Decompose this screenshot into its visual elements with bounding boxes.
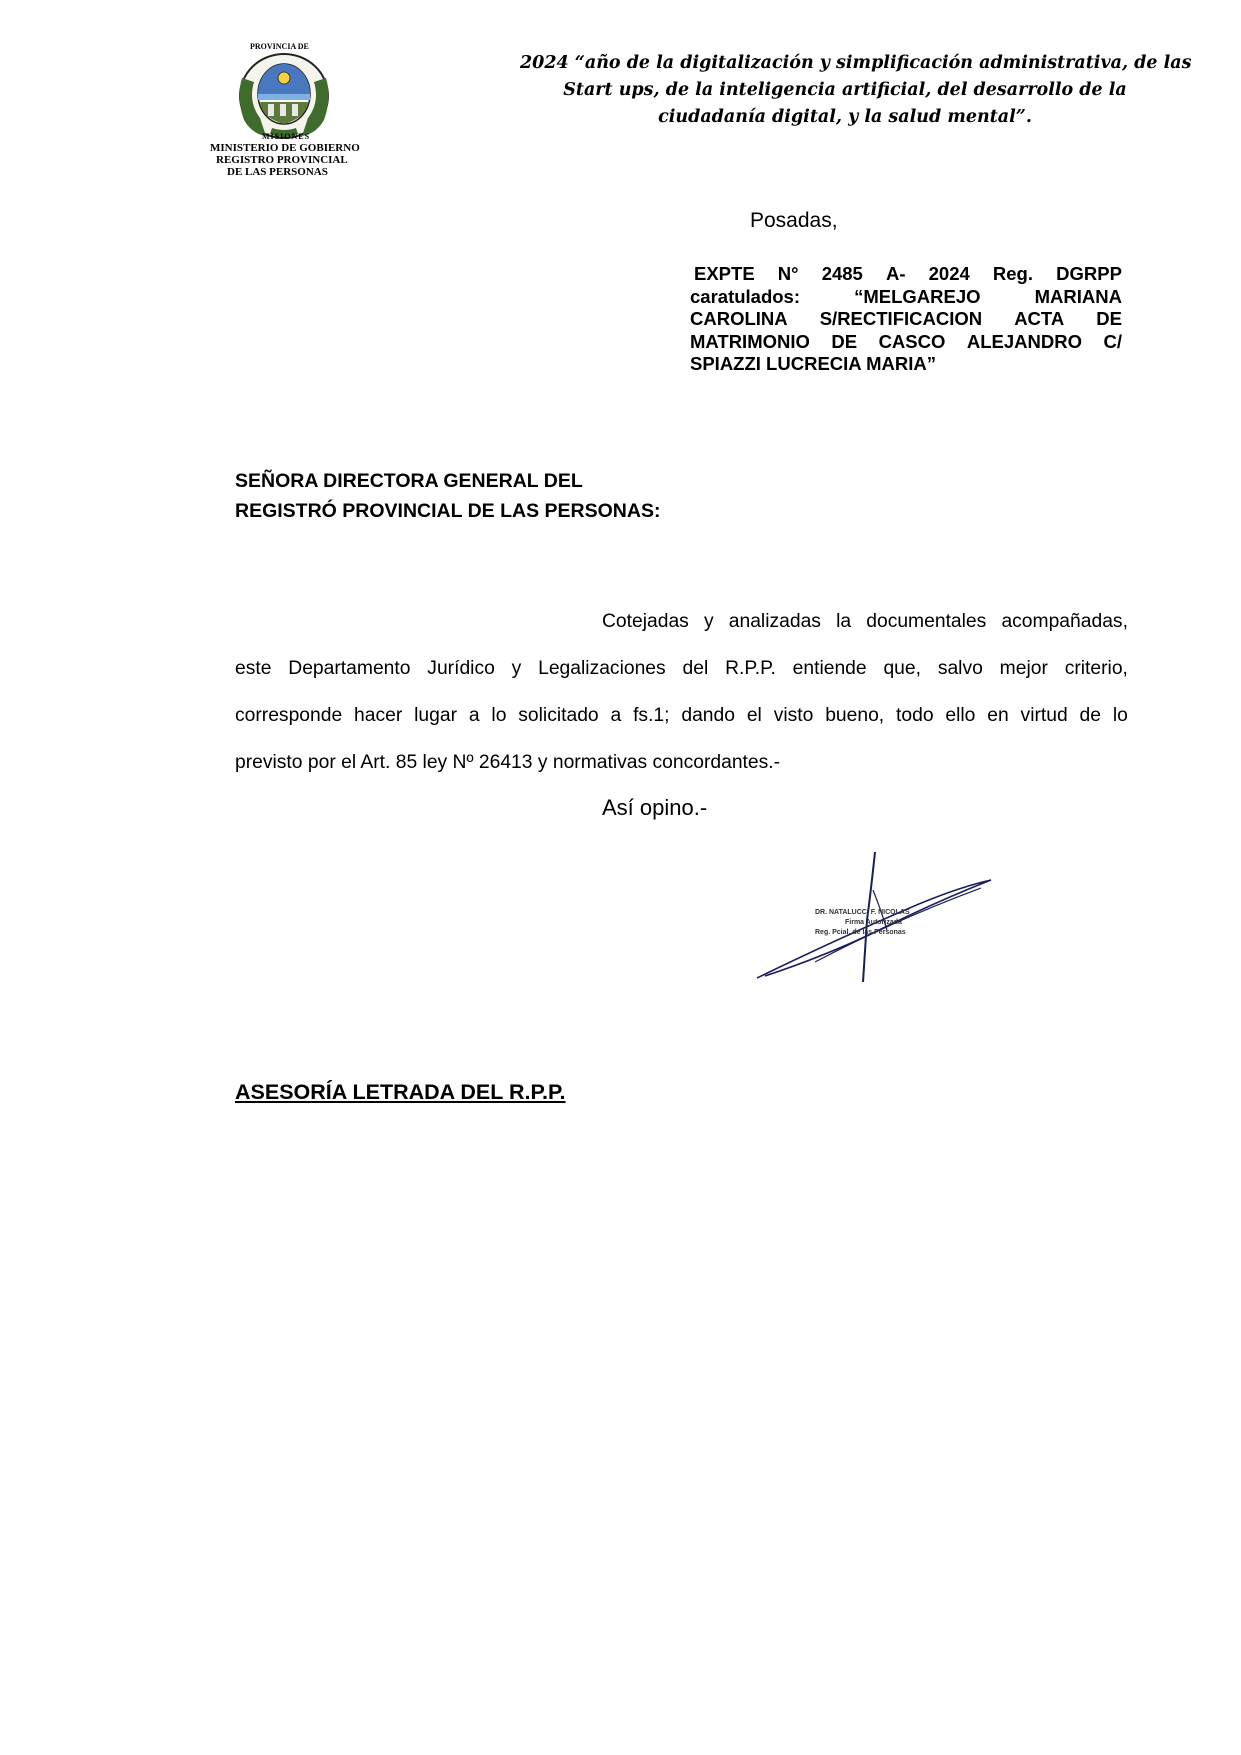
case-line-5: SPIAZZI LUCRECIA MARIA” [690, 353, 936, 375]
body-word: corresponde [235, 705, 343, 726]
org-line-2: REGISTRO PROVINCIAL [216, 154, 348, 166]
seal-text-top-label: PROVINCIA DE [250, 42, 309, 51]
addressee-line-2: REGISTRÓ PROVINCIAL DE LAS PERSONAS: [235, 500, 661, 522]
body-word: lo [1112, 705, 1128, 726]
case-word: DGRPP [1056, 263, 1122, 284]
case-word: MATRIMONIO [690, 330, 810, 352]
case-word: 2024 [928, 263, 970, 284]
motto-line-1: 2024 “año de la digitalización y simplificación administrativa, de las [520, 53, 1192, 73]
case-word: DE [831, 330, 858, 352]
body-word: Cotejadas [602, 611, 689, 632]
body-word: solicitado [518, 705, 599, 726]
body-word: ello [945, 705, 976, 726]
motto-line-3: ciudadanía digital, y la salud mental”. [658, 107, 1032, 127]
body-word: bueno, [825, 705, 885, 726]
body-word: a [468, 705, 480, 726]
body-word: Departamento [288, 658, 411, 679]
case-word: ACTA [1014, 308, 1065, 330]
body-word: analizadas [728, 611, 821, 632]
body-word: criterio, [1064, 658, 1128, 679]
body-word: documentales [866, 611, 987, 632]
body-word: visto [773, 705, 814, 726]
body-word: salvo [937, 658, 983, 679]
case-word: CAROLINA [690, 308, 788, 330]
body-word: la [836, 611, 852, 632]
body-word: lo [491, 705, 507, 726]
body-word: todo [896, 705, 934, 726]
body-word: de [1079, 705, 1101, 726]
body-line-2 [235, 645, 1128, 692]
case-word: “MELGAREJO [854, 285, 981, 307]
case-word: N° [777, 263, 799, 284]
signature-stamp [815, 908, 910, 938]
org-line-1: MINISTERIO DE GOBIERNO [210, 142, 360, 154]
case-word: S/RECTIFICACION [819, 308, 983, 330]
case-line-4 [690, 331, 1122, 354]
body-word: lugar [414, 705, 457, 726]
case-line-1 [690, 263, 1122, 286]
case-word: EXPTE [694, 263, 755, 284]
body-line-3 [235, 692, 1128, 739]
body-word: y [511, 658, 522, 679]
case-word: CASCO [878, 330, 946, 352]
body-word: entiende [792, 658, 867, 679]
body-paragraph [235, 598, 1128, 786]
org-line-3: DE LAS PERSONAS [227, 166, 328, 178]
body-word: Legalizaciones [538, 658, 666, 679]
case-line-2 [690, 286, 1122, 309]
case-word: C/ [1103, 330, 1122, 352]
body-word: R.P.P. [725, 658, 776, 679]
case-reference [690, 263, 1122, 376]
motto-line-2: Start ups, de la inteligencia artificial, del desarrollo de la [563, 80, 1127, 100]
case-word: caratulados: [690, 285, 801, 307]
stamp-line-1: DR. NATALUCCI F. NICOLAS [815, 909, 910, 916]
case-word: 2485 [821, 263, 863, 284]
stamp-line-3: Reg. Pcial. de las Personas [815, 929, 906, 936]
province-seal [234, 48, 334, 140]
addressee [235, 466, 660, 526]
addressee-line-1: SEÑORA DIRECTORA GENERAL DEL [235, 470, 583, 492]
case-word: MARIANA [1034, 285, 1122, 307]
stamp-line-2: Firma Autorizada [845, 919, 902, 926]
body-word: a [610, 705, 622, 726]
body-word: en [987, 705, 1009, 726]
body-word: que, [883, 658, 921, 679]
body-word: acompañadas, [1001, 611, 1128, 632]
body-word: este [235, 658, 272, 679]
body-word: dando [681, 705, 735, 726]
closing-opinion: Así opino.- [602, 795, 708, 820]
year-motto [520, 50, 1192, 131]
body-word: del [682, 658, 709, 679]
body-word: y [703, 611, 714, 632]
body-word: virtud [1020, 705, 1068, 726]
body-line-4: previsto por el Art. 85 ley Nº 26413 y normativas concordantes.- [235, 752, 781, 773]
body-word: el [746, 705, 762, 726]
body-word: hacer [354, 705, 403, 726]
body-line-1 [235, 598, 1128, 645]
case-word: A- [885, 263, 906, 284]
body-word: mejor [999, 658, 1048, 679]
case-word: DE [1096, 308, 1122, 330]
body-word: Jurídico [427, 658, 495, 679]
body-word: fs.1; [633, 705, 670, 726]
seal-text-bottom-label: MISIONES [262, 132, 311, 141]
organization-block [210, 142, 360, 178]
case-word: Reg. [992, 263, 1033, 284]
place-date: Posadas, [750, 209, 838, 232]
case-word: ALEJANDRO [966, 330, 1082, 352]
legal-office-signature: ASESORÍA LETRADA DEL R.P.P. [235, 1080, 566, 1104]
case-line-3 [690, 308, 1122, 331]
